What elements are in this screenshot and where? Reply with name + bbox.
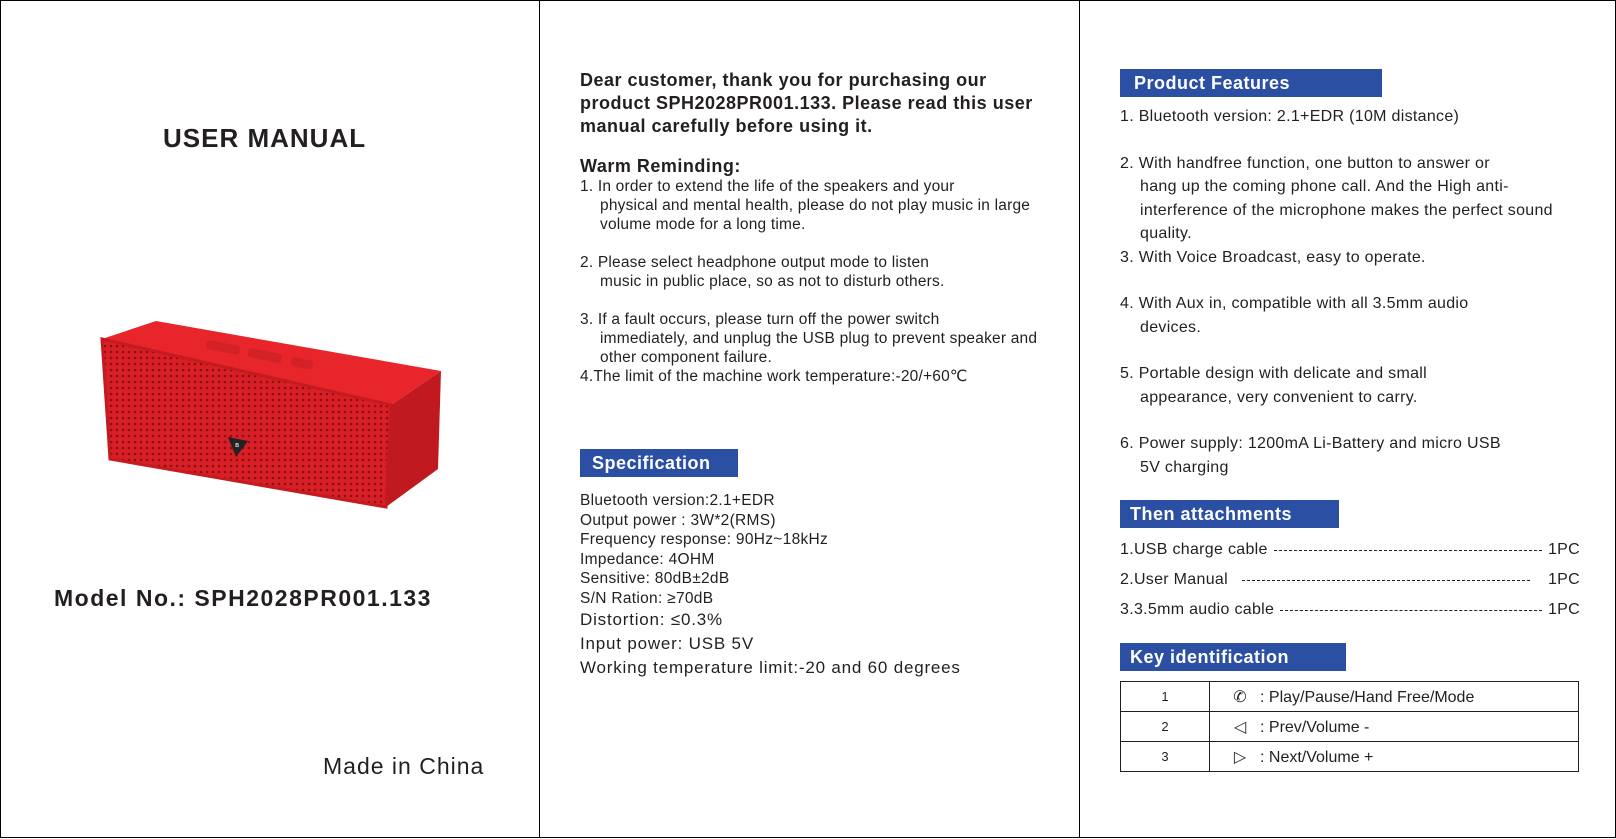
speaker-image [96, 319, 456, 509]
spec-item: Working temperature limit:-20 and 60 degrees [580, 658, 961, 677]
next-arrow-icon: ▷ [1233, 748, 1247, 766]
table-row: 3 ▷ : Next/Volume + [1121, 742, 1579, 772]
attachment-item: 2.User Manual 1PC [1120, 571, 1580, 588]
spec-item: Distortion: ≤0.3% [580, 610, 723, 629]
svg-text:ʙ: ʙ [235, 441, 240, 449]
table-row: 1 ✆ : Play/Pause/Hand Free/Mode [1121, 682, 1579, 712]
spec-item: Impedance: 4OHM [580, 550, 715, 568]
feature-item: 1. Bluetooth version: 2.1+EDR (10M distance) [1120, 108, 1460, 125]
made-in-label: Made in China [323, 753, 485, 779]
features-panel [1079, 0, 1616, 838]
attachment-item: 1.USB charge cable 1PC [1120, 541, 1580, 558]
phone-icon: ✆ [1233, 688, 1247, 706]
warning-heading: Warm Reminding: [580, 156, 741, 176]
warning-item: 2. Please select headphone output mode to listen music in public place, so as not to disturb others. [580, 254, 945, 290]
spec-item: Output power : 3W*2(RMS) [580, 511, 776, 529]
feature-item: 3. With Voice Broadcast, easy to operate. [1120, 248, 1426, 266]
spec-item: Bluetooth version:2.1+EDR [580, 492, 775, 509]
warning-item: 1. In order to extend the life of the speakers and your physical and mental health, please do not play music in large volume mode for a long time. [580, 178, 1031, 233]
attachments-heading: Then attachments [1120, 500, 1339, 528]
key-table [1120, 681, 1579, 772]
spec-item: Sensitive: 80dB±2dB [580, 570, 730, 587]
prev-arrow-icon: ◁ [1233, 718, 1247, 736]
cover-panel [0, 0, 540, 838]
features-heading: Product Features [1120, 69, 1382, 97]
specification-heading: Specification [580, 449, 738, 477]
spec-item: Frequency response: 90Hz~18kHz [580, 531, 829, 548]
feature-item: 2. With handfree function, one button to answer or hang up the coming phone call. And the High anti-interference of the microphone makes the perfect sound quality. [1120, 154, 1553, 242]
table-row: 2 ◁ : Prev/Volume - [1121, 712, 1579, 742]
model-number: Model No.: SPH2028PR001.133 [54, 585, 432, 611]
keys-heading: Key identification [1120, 643, 1346, 671]
intro-panel [539, 0, 1080, 838]
warning-item: 3. If a fault occurs, please turn off the power switch immediately, and unplug the USB plug to prevent speaker and other component failure. [580, 311, 1038, 366]
warning-list [580, 177, 1070, 386]
feature-item: 4. With Aux in, compatible with all 3.5mm audio devices. [1120, 295, 1469, 336]
warning-item: 4.The limit of the machine work temperature:-20/+60℃ [580, 368, 968, 385]
spec-item: Input power: USB 5V [580, 634, 754, 653]
specification-list [580, 491, 961, 680]
features-list [1120, 105, 1590, 479]
spec-item: S/N Ration: ≥70dB [580, 589, 714, 607]
manual-title: USER MANUAL [163, 123, 367, 153]
feature-item: 5. Portable design with delicate and small appearance, very convenient to carry. [1120, 365, 1427, 406]
attachment-item: 3.3.5mm audio cable 1PC [1120, 601, 1580, 618]
feature-item: 6. Power supply: 1200mA Li-Battery and micro USB 5V charging [1120, 435, 1501, 476]
greeting-text: Dear customer, thank you for purchasing our product SPH2028PR001.133. Please read this user manual carefully before using it. [580, 70, 1033, 136]
